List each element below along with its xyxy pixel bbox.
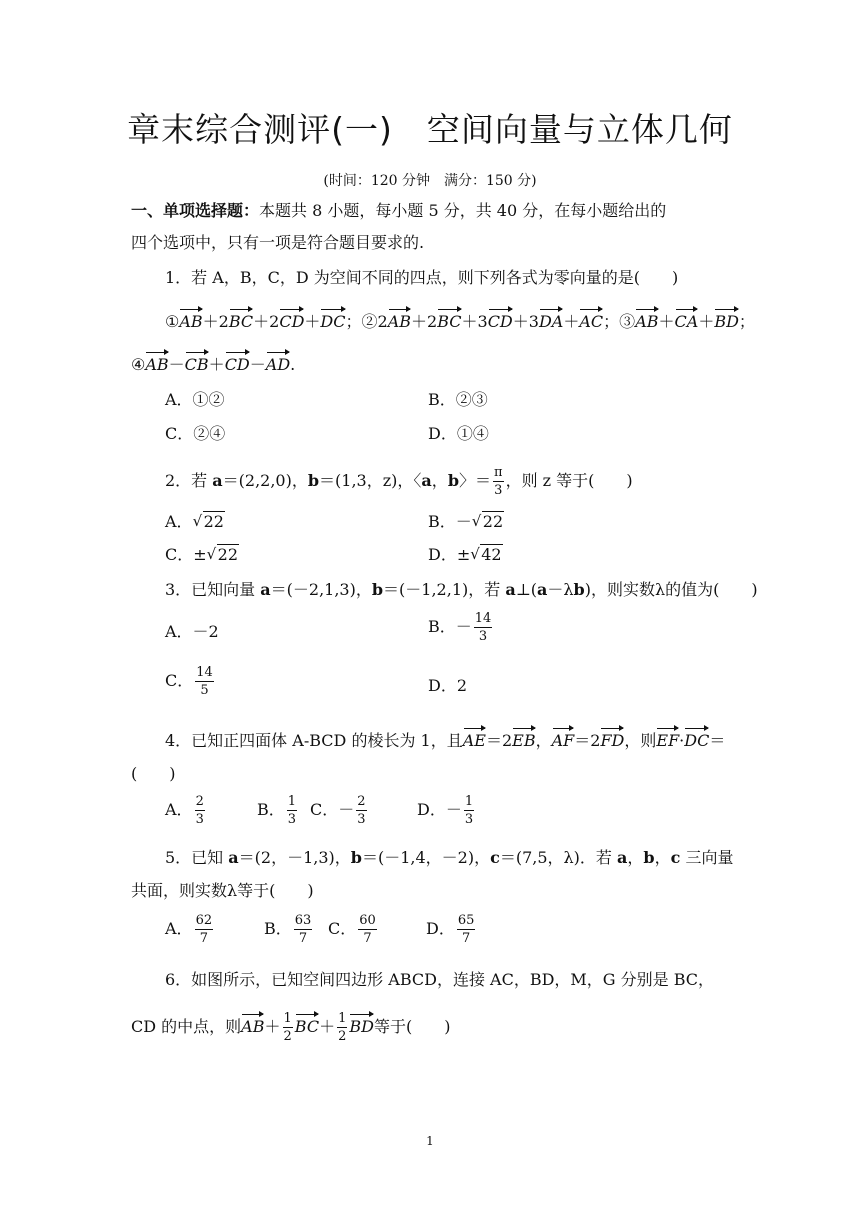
q5-option-b: B． $\frac{63}{7}$	[264, 913, 312, 946]
sqrt-symbol: √ 22	[207, 545, 239, 565]
q6-stem-line2: CD 的中点，则AB＋ $\frac{1}{2}$ BC＋ $\frac{1}{2}$ BD等于( )	[131, 1011, 451, 1044]
half-fraction: $\frac{1}{2}$	[283, 1011, 292, 1044]
q4-stem: 4．已知正四面体 A-BCD 的棱长为 1，且AE＝2EB，AF＝2FD，则EF·DC＝	[165, 731, 726, 750]
vec-cd: CD	[279, 312, 305, 331]
vec-af: AF	[551, 731, 575, 750]
q5-option-a: A． $\frac{62}{7}$	[165, 913, 213, 946]
q2-option-c: C．±√ 22	[165, 545, 239, 565]
exam-time-score: (时间：120 分钟 满分：150 分)	[323, 173, 537, 189]
q5-stem-line2: 共面，则实数λ等于( )	[131, 881, 314, 900]
section-label: 一、单项选择题：	[131, 201, 260, 220]
vec-cd: CD	[487, 312, 513, 331]
vec-ab: AB	[241, 1017, 265, 1036]
q4-option-c: C．－ $\frac{2}{3}$	[310, 794, 366, 827]
half-fraction: $\frac{1}{2}$	[338, 1011, 347, 1044]
vec-cb: CB	[184, 355, 209, 374]
q2-option-d: D．±√ 42	[428, 545, 503, 565]
vec-fd: FD	[600, 731, 625, 750]
vec-ab: AB	[635, 312, 659, 331]
vec-bc: BC	[228, 312, 254, 331]
q1-option-d: D．①④	[428, 424, 489, 443]
q3-option-a: A．－2	[165, 622, 219, 641]
q1-expression-line1: ①AB＋2BC＋2CD＋DC；②2AB＋2BC＋3CD＋3DA＋AC；③AB＋CA＋BD；	[165, 312, 755, 331]
q5-stem-line1: 5．已知 a＝(2，－1,3)，b＝(－1,4，－2)，c＝(7,5，λ)．若 a，b，c 三向量	[165, 848, 734, 867]
vec-ca: CA	[674, 312, 699, 331]
q1-expression-line2: ④AB－CB＋CD－AD.	[131, 355, 296, 374]
vec-ac: AC	[579, 312, 604, 331]
q3-option-c: C． $\frac{14}{5}$	[165, 665, 213, 698]
sqrt-symbol: √ 22	[193, 512, 225, 532]
vec-bc: BC	[294, 1017, 320, 1036]
pi-over-3: $\frac{\pi}{3}$	[494, 465, 503, 498]
q4-option-d: D．－ $\frac{1}{3}$	[417, 794, 474, 827]
vec-eb: EB	[512, 731, 536, 750]
q1-option-b: B．②③	[428, 390, 488, 409]
vec-ab: AB	[387, 312, 412, 331]
vec-ae: AE	[462, 731, 486, 750]
q1-stem: 1．若 A，B，C，D 为空间不同的四点，则下列各式为零向量的是( )	[165, 268, 679, 287]
q2-option-b: B．－√ 22	[428, 512, 504, 532]
q2-option-a: A．√ 22	[165, 512, 225, 532]
page-title: 章末综合测评(一) 空间向量与立体几何	[127, 110, 733, 149]
q6-stem-line1: 6．如图所示，已知空间四边形 ABCD，连接 AC，BD，M，G 分别是 BC，	[165, 970, 715, 989]
section-heading	[131, 201, 666, 221]
vec-dc: DC	[320, 312, 346, 331]
q4-option-a: A． $\frac{2}{3}$	[165, 794, 204, 827]
q5-option-c: C． $\frac{60}{7}$	[328, 913, 376, 946]
section-text-2: 四个选项中，只有一项是符合题目要求的.	[131, 233, 425, 252]
vec-ab: AB	[179, 312, 203, 331]
vec-bc: BC	[437, 312, 462, 331]
vec-bd: BD	[714, 312, 739, 331]
vec-cd: CD	[224, 355, 250, 374]
q1-option-c: C．②④	[165, 424, 226, 443]
sqrt-symbol: √ 22	[472, 512, 504, 532]
vec-da: DA	[538, 312, 564, 331]
sqrt-symbol: √ 42	[470, 545, 502, 565]
q1-option-a: A．①②	[165, 390, 225, 409]
q3-option-d: D．2	[428, 676, 468, 695]
q4-paren: ( )	[131, 764, 176, 783]
q2-stem: 2．若 a＝(2,2,0)，b＝(1,3，z)，〈a，b〉＝ $\frac{\pi}{3}$ ，则 z 等于( )	[165, 465, 633, 498]
vec-ad: AD	[265, 355, 291, 374]
q3-stem: 3．已知向量 a＝(－2,1,3)，b＝(－1,2,1)，若 a⊥(a－λb)，则实数λ的值为( )	[165, 580, 758, 599]
vec-ef: EF	[656, 731, 680, 750]
q5-option-d: D． $\frac{65}{7}$	[426, 913, 475, 946]
vec-dc: DC	[684, 731, 710, 750]
vec-bd: BD	[349, 1017, 374, 1036]
vec-ab: AB	[145, 355, 169, 374]
q4-option-b: B． $\frac{1}{3}$	[257, 794, 297, 827]
section-text-1: 本题共 8 小题，每小题 5 分，共 40 分，在每小题给出的	[259, 201, 667, 220]
page-number: 1	[426, 1134, 434, 1148]
q3-option-b: B．－ $\frac{14}{3}$	[428, 611, 492, 644]
